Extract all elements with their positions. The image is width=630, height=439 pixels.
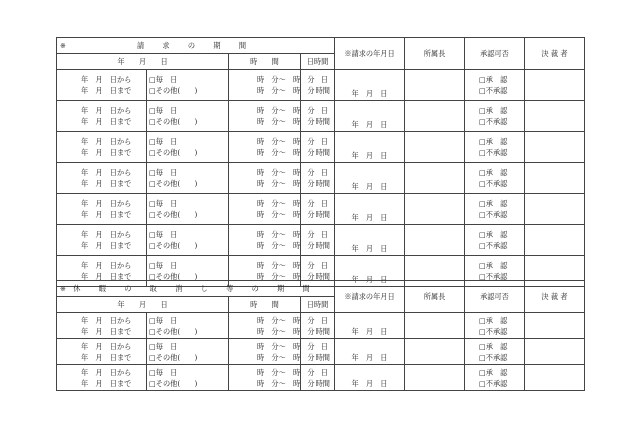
date-from[interactable]: 年 月 日から (81, 168, 132, 177)
reject-checkbox[interactable]: □不承認 (479, 326, 508, 336)
decider-cell[interactable] (525, 101, 585, 132)
request-date-header: ※請求の年月日 (335, 38, 405, 70)
approval-cell (465, 339, 525, 365)
request-date-cell[interactable]: 年 月 日 (335, 101, 405, 132)
approval-cell (465, 194, 525, 225)
decider-cell[interactable] (525, 194, 585, 225)
period-row (57, 365, 585, 391)
other-checkbox[interactable]: □その他( ) (149, 272, 198, 281)
every-day-checkbox[interactable]: □毎 日 (149, 137, 178, 146)
date-range-cell (57, 313, 147, 339)
reject-checkbox[interactable]: □不承認 (479, 86, 508, 95)
time-range-1[interactable]: 時 分～ 時 分 (257, 106, 315, 115)
time-range-2[interactable]: 時 分～ 時 分 (257, 179, 315, 188)
request-period-body (57, 38, 585, 287)
other-checkbox[interactable]: □その他( ) (149, 179, 198, 188)
date-to[interactable]: 年 月 日まで (81, 326, 132, 336)
date-from[interactable]: 年 月 日から (81, 367, 132, 377)
decider-header: 決 裁 者 (525, 38, 585, 70)
period-row (57, 313, 585, 339)
date-to[interactable]: 年 月 日まで (81, 352, 132, 362)
manager-cell[interactable] (405, 163, 465, 194)
approval-header: 承認可否 (465, 38, 525, 70)
every-day-checkbox[interactable]: □毎 日 (149, 168, 178, 177)
date-from[interactable]: 年 月 日から (81, 261, 132, 270)
date-column-header: 年 月 日 (57, 54, 229, 70)
request-date-cell[interactable]: 年 月 日 (335, 70, 405, 101)
section-title: 休 暇 の 取 消 し 等 の 期 間 (73, 284, 318, 293)
every-day-checkbox[interactable]: □毎 日 (149, 315, 178, 325)
time-range-1[interactable]: 時 分～ 時 分 (257, 315, 315, 325)
period-row (57, 70, 585, 101)
reject-checkbox[interactable]: □不承認 (479, 272, 508, 281)
daytime-column-header: 日時間 (301, 297, 335, 313)
date-range-cell (57, 132, 147, 163)
date-to[interactable]: 年 月 日まで (81, 117, 132, 126)
decider-cell[interactable] (525, 365, 585, 391)
hour-unit[interactable]: 時間 (315, 241, 330, 250)
other-checkbox[interactable]: □その他( ) (149, 117, 198, 126)
date-from[interactable]: 年 月 日から (81, 75, 132, 84)
date-from[interactable]: 年 月 日から (81, 341, 132, 351)
period-row (57, 225, 585, 256)
decider-cell[interactable] (525, 313, 585, 339)
hour-unit[interactable]: 時間 (315, 378, 330, 388)
reject-checkbox[interactable]: □不承認 (479, 179, 508, 188)
request-date-cell[interactable]: 年 月 日 (335, 313, 405, 339)
request-date-cell[interactable]: 年 月 日 (335, 163, 405, 194)
time-range-cell (229, 194, 315, 225)
every-day-checkbox[interactable]: □毎 日 (149, 106, 178, 115)
approve-checkbox[interactable]: □承 認 (479, 315, 508, 325)
section-title: 請 求 の 期 間 (136, 41, 255, 50)
date-to[interactable]: 年 月 日まで (81, 86, 132, 95)
manager-cell[interactable] (405, 365, 465, 391)
request-date-cell[interactable]: 年 月 日 (335, 339, 405, 365)
time-range-cell (229, 225, 315, 256)
time-range-1[interactable]: 時 分～ 時 分 (257, 261, 315, 270)
other-checkbox[interactable]: □その他( ) (149, 241, 198, 250)
time-range-1[interactable]: 時 分～ 時 分 (257, 230, 315, 239)
date-from[interactable]: 年 月 日から (81, 106, 132, 115)
time-column-header: 時 間 (229, 297, 301, 313)
date-range-cell (57, 339, 147, 365)
reject-checkbox[interactable]: □不承認 (479, 117, 508, 126)
date-to[interactable]: 年 月 日まで (81, 210, 132, 219)
time-range-cell (229, 365, 315, 391)
day-unit[interactable]: 日 (320, 341, 328, 351)
approval-header: 承認可否 (465, 281, 525, 313)
decider-cell[interactable] (525, 163, 585, 194)
decider-cell[interactable] (525, 132, 585, 163)
day-unit[interactable]: 日 (320, 367, 328, 377)
time-range-2[interactable]: 時 分～ 時 分 (257, 272, 315, 281)
time-range-cell (229, 101, 315, 132)
day-unit[interactable]: 日 (320, 315, 328, 325)
day-unit[interactable]: 日 (320, 261, 328, 270)
time-range-2[interactable]: 時 分～ 時 分 (257, 117, 315, 126)
frequency-cell (147, 132, 229, 163)
hour-unit[interactable]: 時間 (315, 352, 330, 362)
period-row (57, 339, 585, 365)
decider-cell[interactable] (525, 70, 585, 101)
every-day-checkbox[interactable]: □毎 日 (149, 367, 178, 377)
manager-cell[interactable] (405, 339, 465, 365)
manager-cell[interactable] (405, 225, 465, 256)
time-range-cell (229, 339, 315, 365)
manager-cell[interactable] (405, 132, 465, 163)
every-day-checkbox[interactable]: □毎 日 (149, 261, 178, 270)
date-from[interactable]: 年 月 日から (81, 199, 132, 208)
every-day-checkbox[interactable]: □毎 日 (149, 230, 178, 239)
reject-checkbox[interactable]: □不承認 (479, 210, 508, 219)
manager-header: 所属長 (405, 281, 465, 313)
time-range-cell (229, 132, 315, 163)
frequency-cell (147, 70, 229, 101)
approve-checkbox[interactable]: □承 認 (479, 106, 508, 115)
frequency-cell (147, 194, 229, 225)
approve-checkbox[interactable]: □承 認 (479, 261, 508, 270)
hour-unit[interactable]: 時間 (315, 272, 330, 281)
approval-cell (465, 365, 525, 391)
hour-unit[interactable]: 時間 (315, 117, 330, 126)
decider-header: 決 裁 者 (525, 281, 585, 313)
date-range-cell (57, 101, 147, 132)
time-range-2[interactable]: 時 分～ 時 分 (257, 148, 315, 157)
approve-checkbox[interactable]: □承 認 (479, 230, 508, 239)
hour-unit[interactable]: 時間 (315, 86, 330, 95)
hour-unit[interactable]: 時間 (315, 148, 330, 157)
hour-unit[interactable]: 時間 (315, 326, 330, 336)
time-range-cell (229, 163, 315, 194)
day-unit[interactable]: 日 (320, 230, 328, 239)
time-range-1[interactable]: 時 分～ 時 分 (257, 199, 315, 208)
time-range-cell (229, 313, 315, 339)
cancellation-period-table (56, 280, 585, 391)
approve-checkbox[interactable]: □承 認 (479, 199, 508, 208)
reject-checkbox[interactable]: □不承認 (479, 378, 508, 388)
day-unit[interactable]: 日 (320, 168, 328, 177)
time-range-1[interactable]: 時 分～ 時 分 (257, 137, 315, 146)
other-checkbox[interactable]: □その他( ) (149, 148, 198, 157)
day-unit[interactable]: 日 (320, 199, 328, 208)
date-from[interactable]: 年 月 日から (81, 230, 132, 239)
approve-checkbox[interactable]: □承 認 (479, 367, 508, 377)
day-unit[interactable]: 日 (320, 106, 328, 115)
every-day-checkbox[interactable]: □毎 日 (149, 75, 178, 84)
time-range-1[interactable]: 時 分～ 時 分 (257, 168, 315, 177)
section-title-cell (57, 38, 335, 54)
request-date-cell[interactable]: 年 月 日 (335, 194, 405, 225)
time-column-header: 時 間 (229, 54, 301, 70)
manager-header: 所属長 (405, 38, 465, 70)
other-checkbox[interactable]: □その他( ) (149, 86, 198, 95)
approval-cell (465, 313, 525, 339)
approval-cell (465, 225, 525, 256)
other-checkbox[interactable]: □その他( ) (149, 210, 198, 219)
time-range-1[interactable]: 時 分～ 時 分 (257, 367, 315, 377)
approval-cell (465, 132, 525, 163)
time-range-1[interactable]: 時 分～ 時 分 (257, 75, 315, 84)
hour-unit[interactable]: 時間 (315, 210, 330, 219)
frequency-cell (147, 313, 229, 339)
manager-cell[interactable] (405, 313, 465, 339)
date-range-cell (57, 163, 147, 194)
request-date-cell[interactable]: 年 月 日 (335, 132, 405, 163)
time-range-cell (229, 70, 315, 101)
time-range-2[interactable]: 時 分～ 時 分 (257, 378, 315, 388)
date-range-cell (57, 70, 147, 101)
approval-cell (465, 70, 525, 101)
reject-checkbox[interactable]: □不承認 (479, 352, 508, 362)
date-to[interactable]: 年 月 日まで (81, 378, 132, 388)
cancellation-period-body (57, 281, 585, 391)
decider-cell[interactable] (525, 339, 585, 365)
frequency-cell (147, 101, 229, 132)
reject-checkbox[interactable]: □不承認 (479, 148, 508, 157)
date-range-cell (57, 365, 147, 391)
every-day-checkbox[interactable]: □毎 日 (149, 341, 178, 351)
date-to[interactable]: 年 月 日まで (81, 179, 132, 188)
request-date-cell[interactable]: 年 月 日 (335, 256, 405, 287)
manager-cell[interactable] (405, 194, 465, 225)
other-checkbox[interactable]: □その他( ) (149, 378, 198, 388)
day-unit[interactable]: 日 (320, 75, 328, 84)
every-day-checkbox[interactable]: □毎 日 (149, 199, 178, 208)
request-date-header: ※請求の年月日 (335, 281, 405, 313)
section-title-cell (57, 281, 335, 297)
date-to[interactable]: 年 月 日まで (81, 241, 132, 250)
date-range-cell (57, 194, 147, 225)
approval-cell (465, 163, 525, 194)
period-row (57, 132, 585, 163)
reject-checkbox[interactable]: □不承認 (479, 241, 508, 250)
frequency-cell (147, 225, 229, 256)
daytime-column-header: 日時間 (301, 54, 335, 70)
day-unit[interactable]: 日 (320, 137, 328, 146)
time-range-2[interactable]: 時 分～ 時 分 (257, 210, 315, 219)
approval-cell (465, 101, 525, 132)
date-to[interactable]: 年 月 日まで (81, 148, 132, 157)
time-range-2[interactable]: 時 分～ 時 分 (257, 86, 315, 95)
date-column-header: 年 月 日 (57, 297, 229, 313)
time-range-2[interactable]: 時 分～ 時 分 (257, 326, 315, 336)
approve-checkbox[interactable]: □承 認 (479, 75, 508, 84)
request-date-cell[interactable]: 年 月 日 (335, 225, 405, 256)
note-mark: ※ (60, 284, 67, 293)
manager-cell[interactable] (405, 101, 465, 132)
request-period-table (56, 37, 585, 287)
frequency-cell (147, 339, 229, 365)
decider-cell[interactable] (525, 225, 585, 256)
frequency-cell (147, 163, 229, 194)
date-range-cell (57, 225, 147, 256)
other-checkbox[interactable]: □その他( ) (149, 352, 198, 362)
period-row (57, 101, 585, 132)
hour-unit[interactable]: 時間 (315, 179, 330, 188)
time-range-1[interactable]: 時 分～ 時 分 (257, 341, 315, 351)
time-range-2[interactable]: 時 分～ 時 分 (257, 241, 315, 250)
time-range-2[interactable]: 時 分～ 時 分 (257, 352, 315, 362)
date-from[interactable]: 年 月 日から (81, 137, 132, 146)
period-row (57, 163, 585, 194)
approve-checkbox[interactable]: □承 認 (479, 341, 508, 351)
note-mark: ※ (60, 41, 67, 50)
date-from[interactable]: 年 月 日から (81, 315, 132, 325)
approve-checkbox[interactable]: □承 認 (479, 168, 508, 177)
frequency-cell (147, 365, 229, 391)
other-checkbox[interactable]: □その他( ) (149, 326, 198, 336)
approve-checkbox[interactable]: □承 認 (479, 137, 508, 146)
manager-cell[interactable] (405, 70, 465, 101)
period-row (57, 194, 585, 225)
request-date-cell[interactable]: 年 月 日 (335, 365, 405, 391)
date-to[interactable]: 年 月 日まで (81, 272, 132, 281)
